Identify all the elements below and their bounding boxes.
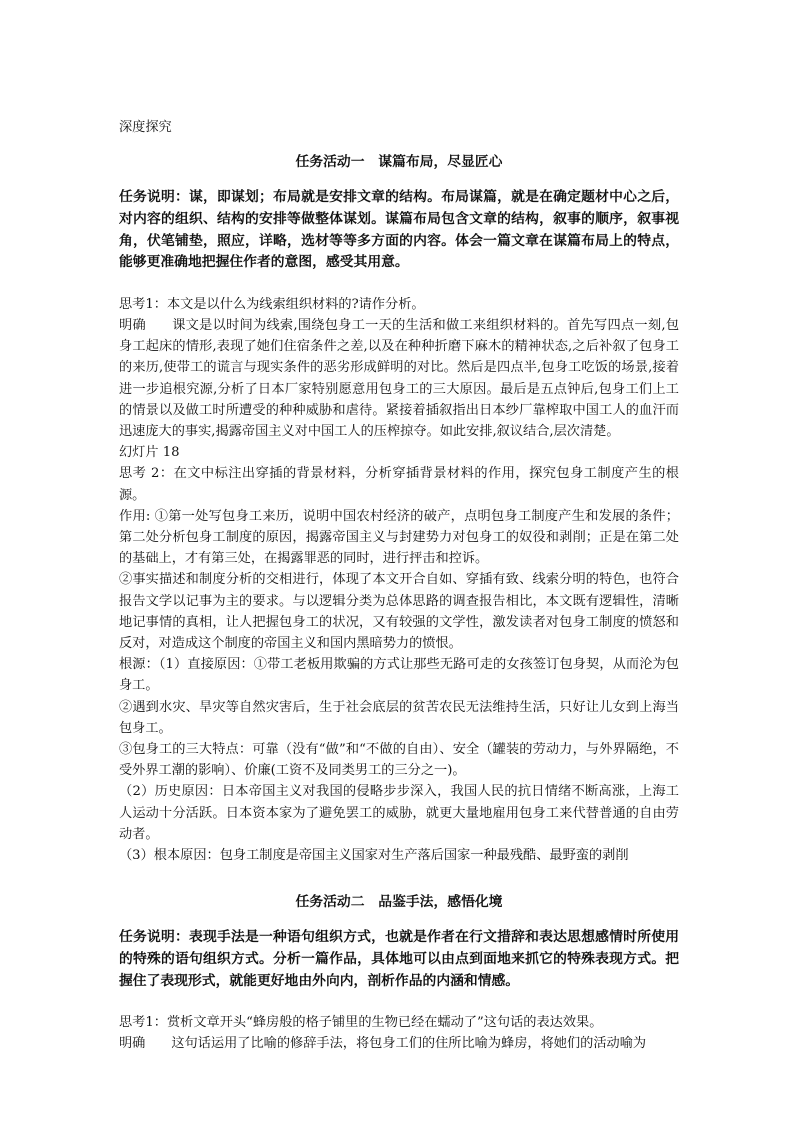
role-paragraph-1: 作用: ①第一处写包身工来历，说明中国农村经济的破产，点明包身工制度产生和发展的条件；第二处分析包身工制度的原因，揭露帝国主义与封建势力对包身工的奴役和剥削；正是在第二处的基础上，才有第三处，在揭露罪恶的同时，进行抨击和控诉。 [119,508,679,567]
document-body [119,117,679,1055]
root-cause-direct-1: 根源：（1）直接原因：①带工老板用欺骗的方式让那些无路可走的女孩签订包身契，从而沦为包身工。 [119,657,679,694]
task2-description: 任务说明：表现手法是一种语句组织方式，也就是作者在行文措辞和表达思想感情时所使用的特殊的语句组织方式。分析一篇作品，具体地可以由点到面地来抓它的特殊表现方式。把握住了表现形式，就能更好地由外向内，剖析作品的内涵和情感。 [119,929,679,989]
answer-label: 明确 [119,317,146,333]
task2-think1-question: 思考1：赏析文章开头“蜂房般的格子铺里的生物已经在蠕动了”这句话的表达效果。 [119,1015,603,1031]
spacer [119,992,679,1012]
root-cause-fundamental: （3）根本原因：包身工制度是帝国主义国家对生产落后国家一种最残酷、最野蛮的剥削 [119,848,629,864]
task2-heading: 任务活动二 品鉴手法，感悟化境 [295,894,503,911]
task2-think1-answer [119,1033,679,1054]
task1-heading: 任务活动一 谋篇布局，尽显匠心 [295,154,503,170]
answer-label: 明确 [119,1036,146,1052]
section-label: 深度探究 [119,120,172,135]
task1-think2-question: 思考 2：在文中标注出穿插的背景材料，分析穿插背景材料的作用，探究包身工制度产生的根源。 [119,466,679,503]
spacer [119,866,679,878]
task1-think1-answer [119,315,679,442]
task1-think1-question: 思考1：本文是以什么为线索组织材料的?请作分析。 [119,296,425,312]
slide-label: 幻灯片 18 [119,445,180,461]
answer-text: 课文是以时间为线索,围绕包身工一天的生活和做工来组织材料的。首先写四点一刻,包身工起床的情形,表现了她们住宿条件之差,以及在种种折磨下麻木的精神状态,之后补叙了包身工的来历,使带工的谎言与现实条件的恶劣形成鲜明的对比。然后是四点半,包身工吃饭的场景,接着进一步追根究源,分析了日本厂家特别愿意用包身工的三大原因。最后是五点钟后,包身工们上工的情景以及做工时所遭受的种种威胁和虐待。紧接着插叙指出日本纱厂靠榨取中国工人的血汗而迅速庞大的事实,揭露帝国主义对中国工人的压榨掠夺。如此安排,叙议结合,层次清楚。 [119,317,680,439]
root-cause-direct-3: ③包身工的三大特点：可靠（没有“做”和“不做的自由）、安全（罐装的劳动力，与外界隔绝，不受外界工潮的影响）、价廉(工资不及同类男工的三分之一)。 [119,742,679,779]
answer-text: 这句话运用了比喻的修辞手法，将包身工们的住所比喻为蜂房，将她们的活动喻为 [171,1036,647,1052]
spacer [119,274,679,294]
root-cause-historical: （2）历史原因：日本帝国主义对我国的侵略步步深入，我国人民的抗日情绪不断高涨，上海工人运动十分活跃。日本资本家为了避免罢工的威胁，就更大量地雇用包身工来代替普通的自由劳动者。 [119,784,679,842]
task1-description: 任务说明：谋，即谋划；布局就是安排文章的结构。布局谋篇，就是在确定题材中心之后，对内容的组织、结构的安排等做整体谋划。谋篇布局包含文章的结构，叙事的顺序，叙事视角，伏笔铺垫，照应，详略，选材等等多方面的内容。体会一篇文章在谋篇布局上的特点，能够更准确地把握住作者的意图，感受其用意。 [119,189,679,271]
root-cause-direct-2: ②遇到水灾、旱灾等自然灾害后，生于社会底层的贫苦农民无法维持生活，只好让儿女到上海当包身工。 [119,699,679,736]
role-paragraph-2: ②事实描述和制度分析的交相进行，体现了本文开合自如、穿插有致、线索分明的特色，也符合报告文学以记事为主的要求。与以逻辑分类为总体思路的调查报告相比，本文既有逻辑性，清晰地记事情的真相，让人把握包身工的状况，又有较强的文学性，激发读者对包身工制度的愤怒和反对，对造成这个制度的帝国主义和国内黑暗势力的愤恨。 [119,572,679,652]
